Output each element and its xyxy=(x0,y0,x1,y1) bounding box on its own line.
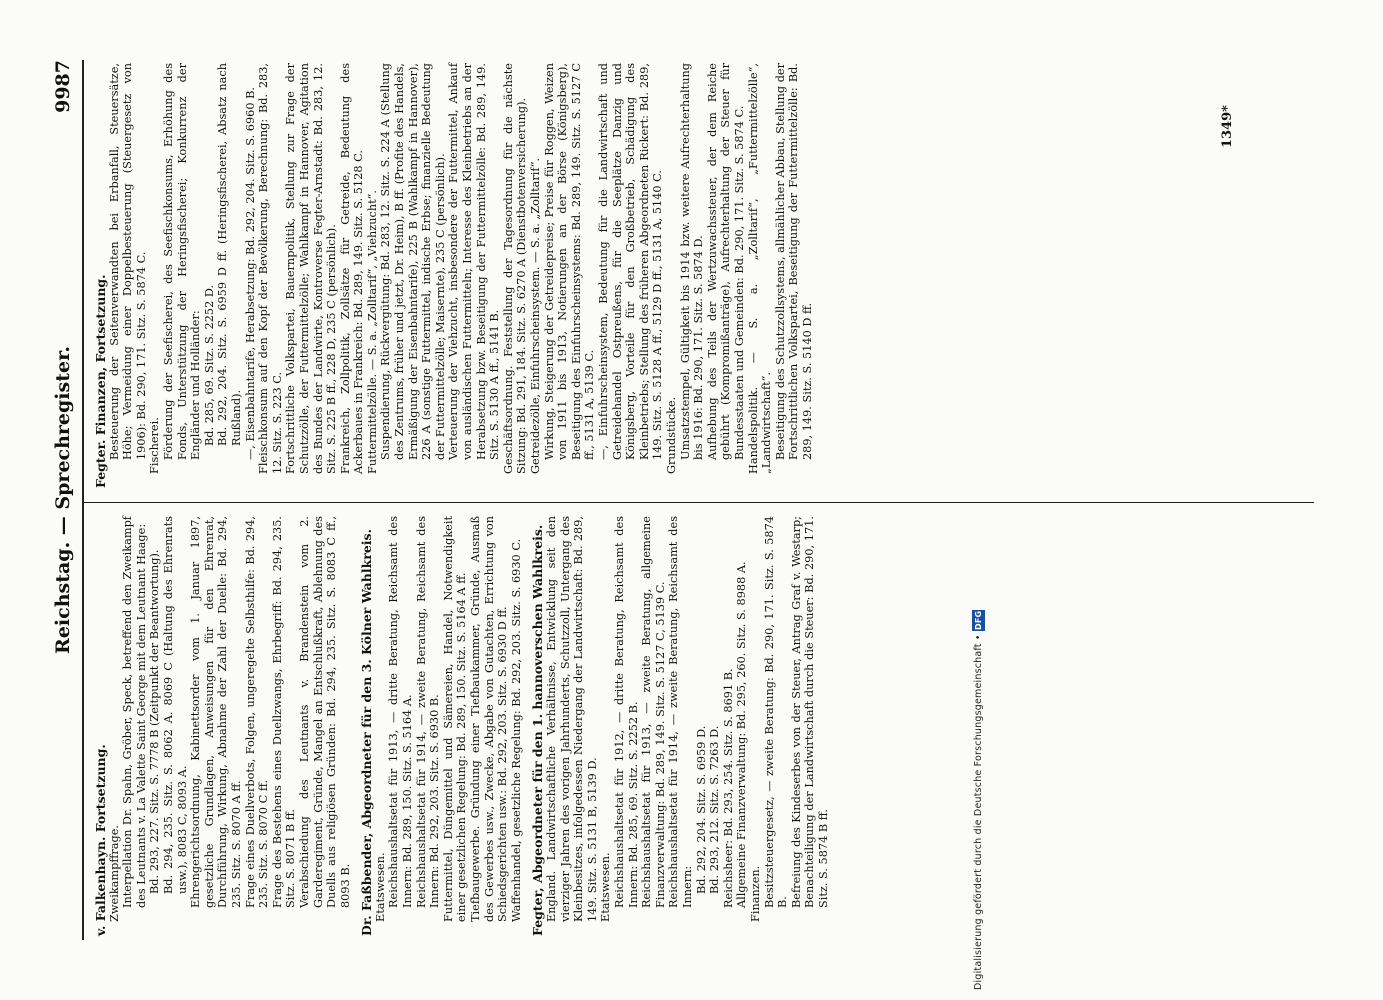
register-entry: Fortschrittliche Volkspartei, Bauernpolitik, Stellung zur Frage der Schutzzölle, der Futtermittelzölle; Wahlkampf in Hannover, Agitation des Bundes der Landwirte, Kontroverse Fegter-Arnstadt: Bd. 283, 12. Sitz. S. 225 B ff., 228 D, 235 C (persönlich). xyxy=(284,63,339,474)
register-entry: Etatswesen. xyxy=(373,852,387,922)
register-entry: Beseitigung des Schutzzollsystems, allmählicher Abbau, Stellung der Fortschrittlichen Volkspartei, Beseitigung der Futtermittelzölle: Bd. 289, 149. Sitz. S. 5140 D ff. xyxy=(773,62,814,460)
register-entry: —, Eisenbahntarife, Herabsetzung: Bd. 292, 204. Sitz. S. 6960 B. xyxy=(243,87,257,460)
register-entry: Bd. 292, 204. Sitz. S. 6959 D ff. (Heringsfischerei, Absatz nach Rußland). xyxy=(216,63,243,446)
register-entry: Futtermittelzölle. — S. a. „Zolltarif“, „Viehzucht“. xyxy=(365,189,379,474)
register-entry: Frankreich, Zollpolitik, Zollsätze für Getreide, Bedeutung des Ackerbaues in Frankreich: Bd. 289, 149. Sitz. S. 5128 C. xyxy=(338,63,366,474)
digitization-credit xyxy=(972,10,992,990)
register-entry: Verteuerung der Viehzucht, insbesondere der Futtermittel, Ankauf von ausländischen Futtermitteln; Interesse des Kleinbetriebs an der Herabsetzung bzw. Beseitigung der Futtermittelzölle: Bd. 289, 149. Sitz. S. 5130 A ff., 5141 B. xyxy=(447,63,502,460)
right-column xyxy=(92,63,814,488)
dfg-logo-badge: DFG xyxy=(974,610,983,631)
register-entry: Geschäftsordnung. Feststellung der Tagesordnung für die nächste Sitzung: Bd. 291, 184. Sitz. S. 6270 A (Dienstbotenversicherung). xyxy=(501,63,529,474)
page-title: Reichstag. — Sprechregister. xyxy=(52,346,74,654)
register-entry: Reichshaushaltsetat für 1914, — zweite Beratung, Reichsamt des Innern: xyxy=(667,516,694,908)
register-entry: Bd. 293, 227. Sitz. S. 7778 B (Zeitpunkt der Beantwortung). xyxy=(148,549,162,894)
register-entry: Allgemeine Finanzverwaltung: Bd. 295, 260. Sitz. S. 8988 A. xyxy=(735,561,749,908)
register-entry: Wirkung, Steigerung der Getreidepreise; Preise für Roggen, Weizen von 1911 bis 1913, Notierungen an der Börse (Königsberg), Beseitigung des Einfuhrscheinsystems: Bd. 289, 149. Sitz. S. 5127 C ff., 5131 A, 5139 C. xyxy=(542,63,597,460)
entry-spacer xyxy=(352,516,358,936)
register-entry: Reichshaushaltsetat für 1913, — zweite Beratung, allgemeine Finanzverwaltung: Bd. 289, 149. Sitz. S. 5127 C, 5139 C. xyxy=(640,516,667,908)
register-entry: Grundstücke. xyxy=(664,396,678,474)
register-entry: Verabschiedung des Leutnants v. Brandenstein vom 2. Garderegiment, Gründe, Mangel an Entschlußkraft, Ablehnung des Duells aus religiösen Gründen: Bd. 294, 235. Sitz. S. 8083 C ff., 8093 B. xyxy=(297,516,352,908)
register-entry: England. Landwirtschaftliche Verhältnisse, Entwicklung seit den vierziger Jahren des vorigen Jahrhunderts, Schutzzoll, Untergang des Kleinbesitzes, infolgedessen Niedergang der Landwirtschaft: Bd. 289, 149. Sitz. S. 5131 B, 5139 D. xyxy=(545,516,599,922)
page-header xyxy=(52,60,80,940)
register-entry: Handelspolitik. — S. a. „Zolltarif“, „Futtermittelzölle“, „Landwirtschaft“. xyxy=(746,63,774,474)
register-entry: Bd. 293, 212. Sitz. S. 7263 D. xyxy=(708,725,722,894)
register-entry: Finanzen. xyxy=(748,865,762,922)
register-entry: Bd. 285, 69. Sitz. S. 2252 D. xyxy=(202,284,216,446)
register-entry: Umsatzstempel, Gültigkeit bis 1914 bzw. weitere Aufrechterhaltung bis 1916: Bd. 290, 171. Sitz. S. 5874 D. xyxy=(678,63,706,460)
register-entry: Futtermittel, Düngemittel und Sämereien, Handel, Notwendigkeit einer gesetzlichen Regelung: Bd. 289, 150. Sitz. S. 5164 A ff. xyxy=(441,516,469,922)
speaker-heading: Fegter. Finanzen, Fortsetzung. xyxy=(93,274,108,488)
register-entry: Befreiung des Kindeserbes von der Steuer, Antrag Graf v. Westarp; Benachteiligung der Landwirtschaft durch die Steuer: Bd. 290, 171. Sitz. S. 5874 B ff. xyxy=(789,516,830,908)
register-entry: Reichshaushaltsetat für 1912, — dritte Beratung, Reichsamt des Innern: Bd. 285, 69. Sitz. S. 2252 B. xyxy=(612,516,640,908)
register-entry: Tiefbaugewerbe. Gründung einer Tiefbaukammer, Gründe, Ausmaß des Gewerbes usw., Zwecke, Abgabe von Gutachten, Errichtung von Schiedsgerichten usw.: Bd. 292, 203. Sitz. S. 6930 D ff. xyxy=(469,516,510,922)
register-entry: Aufhebung des Teils der Wertzuwachssteuer, der dem Reiche gebührt (Kompromißanträge), Aufrechterhaltung der Steuer für Bundesstaaten und Gemeinden: Bd. 290, 171. Sitz. S. 5874 C. xyxy=(705,63,746,460)
register-entry: Bd. 292, 204. Sitz. S. 6959 D. xyxy=(694,725,708,894)
register-entry: Suspendierung, Rückvergütung: Bd. 283, 12. Sitz. S. 224 A (Stellung des Zentrums, früher und jetzt, Dr. Heim), B ff. (Profite des Handels, Ermäßigung der Eisenbahntarife), 225 B (Wahlkampf in Hannover), 226 A (sonstige Futtermittel, indische Erbse; finanzielle Bedeutung der Futtermittelzölle; Maisernte), 235 C (persönlich). xyxy=(379,63,447,460)
register-entry: Zweikampffrage. xyxy=(107,824,121,922)
register-entry: Waffenhandel, gesetzliche Regelung: Bd. 292, 203. Sitz. S. 6930 C. xyxy=(509,538,523,922)
register-entry: Förderung der Seefischerei, des Seefischkonsums, Erhöhung des Fonds, Unterstützung der Heringsfischerei; Konkurrenz der Engländer und Holländer: xyxy=(161,63,203,460)
header-rule xyxy=(82,60,84,940)
register-entry: —, Einfuhrscheinsystem, Bedeutung für die Landwirtschaft und Getreidehandel Ostpreußens, für die Seeplätze Danzig und Königsberg, Vorteile für den Großbetrieb, Schädigung des Kleinbetriebs; Stellung des früheren Abgeordneten Rickert: Bd. 289, 149. Sitz. S. 5128 A ff., 5129 D ff., 5131 A, 5140 C. xyxy=(596,63,665,460)
register-entry: Fleischkonsum auf den Kopf der Bevölkerung, Berechnung: Bd. 283, 12. Sitz. S. 223 C. xyxy=(257,63,284,474)
register-entry: Fischerei. xyxy=(148,417,162,474)
left-column xyxy=(92,516,830,936)
speaker-heading: Fegter, Abgeordneter für den 1. hannoverschen Wahlkreis. xyxy=(530,524,546,936)
signature-mark: 1349* xyxy=(1220,105,1235,148)
register-entry: Interpellation Dr. Spahn, Gröber, Speck, betreffend den Zweikampf des Leutnants v. La Valette Saint George mit dem Leutnant Haage: xyxy=(121,516,148,908)
entry-spacer xyxy=(523,516,529,936)
register-entry: Bd. 294, 235. Sitz. S. 8062 A. 8069 C (Haltung des Ehrenrats usw.), 8083 C, 8093 A. xyxy=(161,516,189,894)
register-entry: Frage eines Duellverbots, Folgen, ungeregelte Selbsthilfe: Bd. 294, 235. Sitz. S. 8070 C ff. xyxy=(243,516,271,908)
register-entry: Getreidezölle, Einfuhrscheinsystem. — S. a. „Zolltarif“. xyxy=(529,157,542,474)
register-entry: Reichsheer: Bd. 293, 254. Sitz. S. 8691 B. xyxy=(721,668,735,908)
register-entry: Reichshaushaltsetat für 1914, — zweite Beratung, Reichsamt des Innern: Bd. 292, 203. Sitz. S. 6930 B. xyxy=(414,516,442,908)
register-entry: Besteuerung der Seitenverwandten bei Erbanfall, Steuersätze, Höhe; Vermeidung einer Doppelbesteuerung (Steuergesetz von 1906): Bd. 290, 171. Sitz. S. 5874 C. xyxy=(107,63,148,460)
speaker-heading: v. Falkenhayn. Fortsetzung. xyxy=(93,744,108,936)
page-number: 9987 xyxy=(52,60,74,113)
column-divider xyxy=(84,502,1314,503)
register-entry: Reichshaushaltsetat für 1913, — dritte Beratung, Reichsamt des Innern: Bd. 289, 150. Sitz. S. 5164 A. xyxy=(387,516,415,908)
register-entry: Frage des Bestehens eines Duellzwangs, Ehrbegriff: Bd. 294, 235. Sitz. S. 8071 B ff. xyxy=(270,516,298,908)
credit-text: Digitalisierung gefördert durch die Deutsche Forschungsgemeinschaft • xyxy=(973,634,984,990)
register-entry: Besitzsteuergesetz, — zweite Beratung: Bd. 290, 171. Sitz. S. 5874 B. xyxy=(762,516,790,908)
register-entry: Etatswesen. xyxy=(599,852,613,922)
register-entry: Ehrengerichtsordnung, Kabinettsorder vom 1. Januar 1897, gesetzliche Grundlagen, Anweisungen für den Ehrenrat, Durchführung, Wirkung, Abnahme der Zahl der Duelle: Bd. 294, 235. Sitz. S. 8070 A ff. xyxy=(189,516,243,908)
speaker-heading: Dr. Faßbender, Abgeordneter für den 3. Kölner Wahlkreis. xyxy=(359,529,375,936)
